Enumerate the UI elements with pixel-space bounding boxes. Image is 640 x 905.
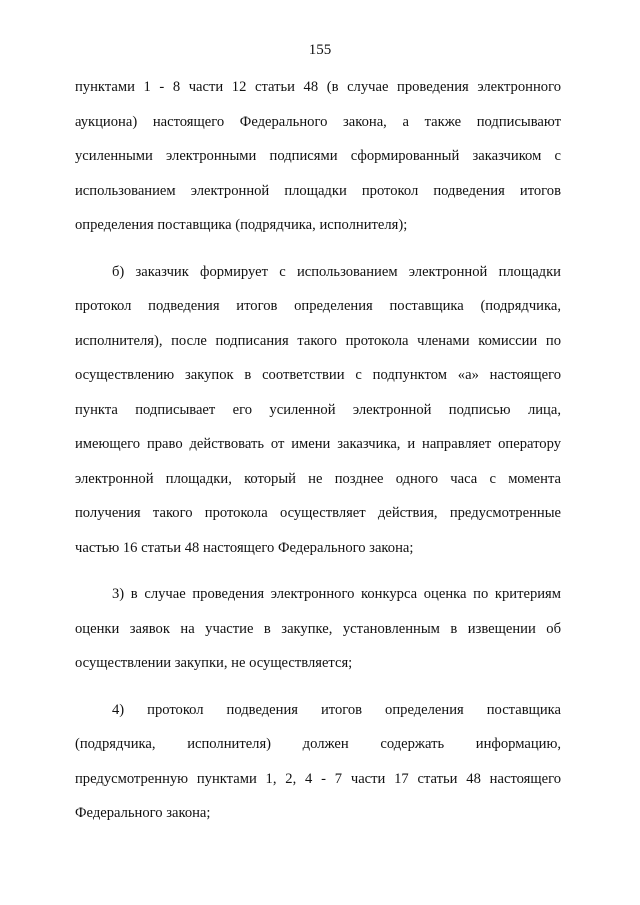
text-line: пункта подписывает его усиленной электронной подписью лица, xyxy=(75,401,561,418)
text-line: осуществлению закупок в соответствии с подпунктом «а» настоящего xyxy=(75,367,561,383)
text-line: определения поставщика (подрядчика, исполнителя); xyxy=(75,217,408,233)
text-line: протокол подведения итогов определения поставщика (подрядчика, xyxy=(75,298,561,314)
text-line: б) заказчик формирует с использованием электронной площадки xyxy=(112,263,561,280)
text-line: исполнителя), после подписания такого протокола членами комиссии по xyxy=(75,332,561,349)
text-line: 4) протокол подведения итогов определения поставщика xyxy=(112,701,561,718)
text-line: использованием электронной площадки протокол подведения итогов xyxy=(75,182,561,199)
paragraph-b xyxy=(75,255,561,566)
text-line: пунктами 1 - 8 части 12 статьи 48 (в случае проведения электронного xyxy=(75,79,561,95)
text-line: оценки заявок на участие в закупке, установленным в извещении об xyxy=(75,620,561,637)
text-line: (подрядчика, исполнителя) должен содержать информацию, xyxy=(75,736,561,752)
text-line: аукциона) настоящего Федерального закона, а также подписывают xyxy=(75,113,561,130)
document-body xyxy=(75,70,561,831)
text-line: усиленными электронными подписями сформированный заказчиком с xyxy=(75,148,561,164)
text-line: частью 16 статьи 48 настоящего Федерального закона; xyxy=(75,539,414,556)
paragraph-3 xyxy=(75,577,561,681)
text-line: Федерального закона; xyxy=(75,805,211,821)
text-line: получения такого протокола осуществляет действия, предусмотренные xyxy=(75,505,561,521)
text-line: осуществлении закупки, не осуществляется; xyxy=(75,655,353,671)
text-line: предусмотренную пунктами 1, 2, 4 - 7 части 17 статьи 48 настоящего xyxy=(75,770,561,787)
paragraph-4 xyxy=(75,693,561,831)
text-line: имеющего право действовать от имени заказчика, и направляет оператору xyxy=(75,436,561,452)
paragraph-continuation xyxy=(75,70,561,243)
text-line: 3) в случае проведения электронного конкурса оценка по критериям xyxy=(112,586,561,602)
text-line: электронной площадки, который не позднее одного часа с момента xyxy=(75,470,561,487)
page-number: 155 xyxy=(308,42,332,58)
